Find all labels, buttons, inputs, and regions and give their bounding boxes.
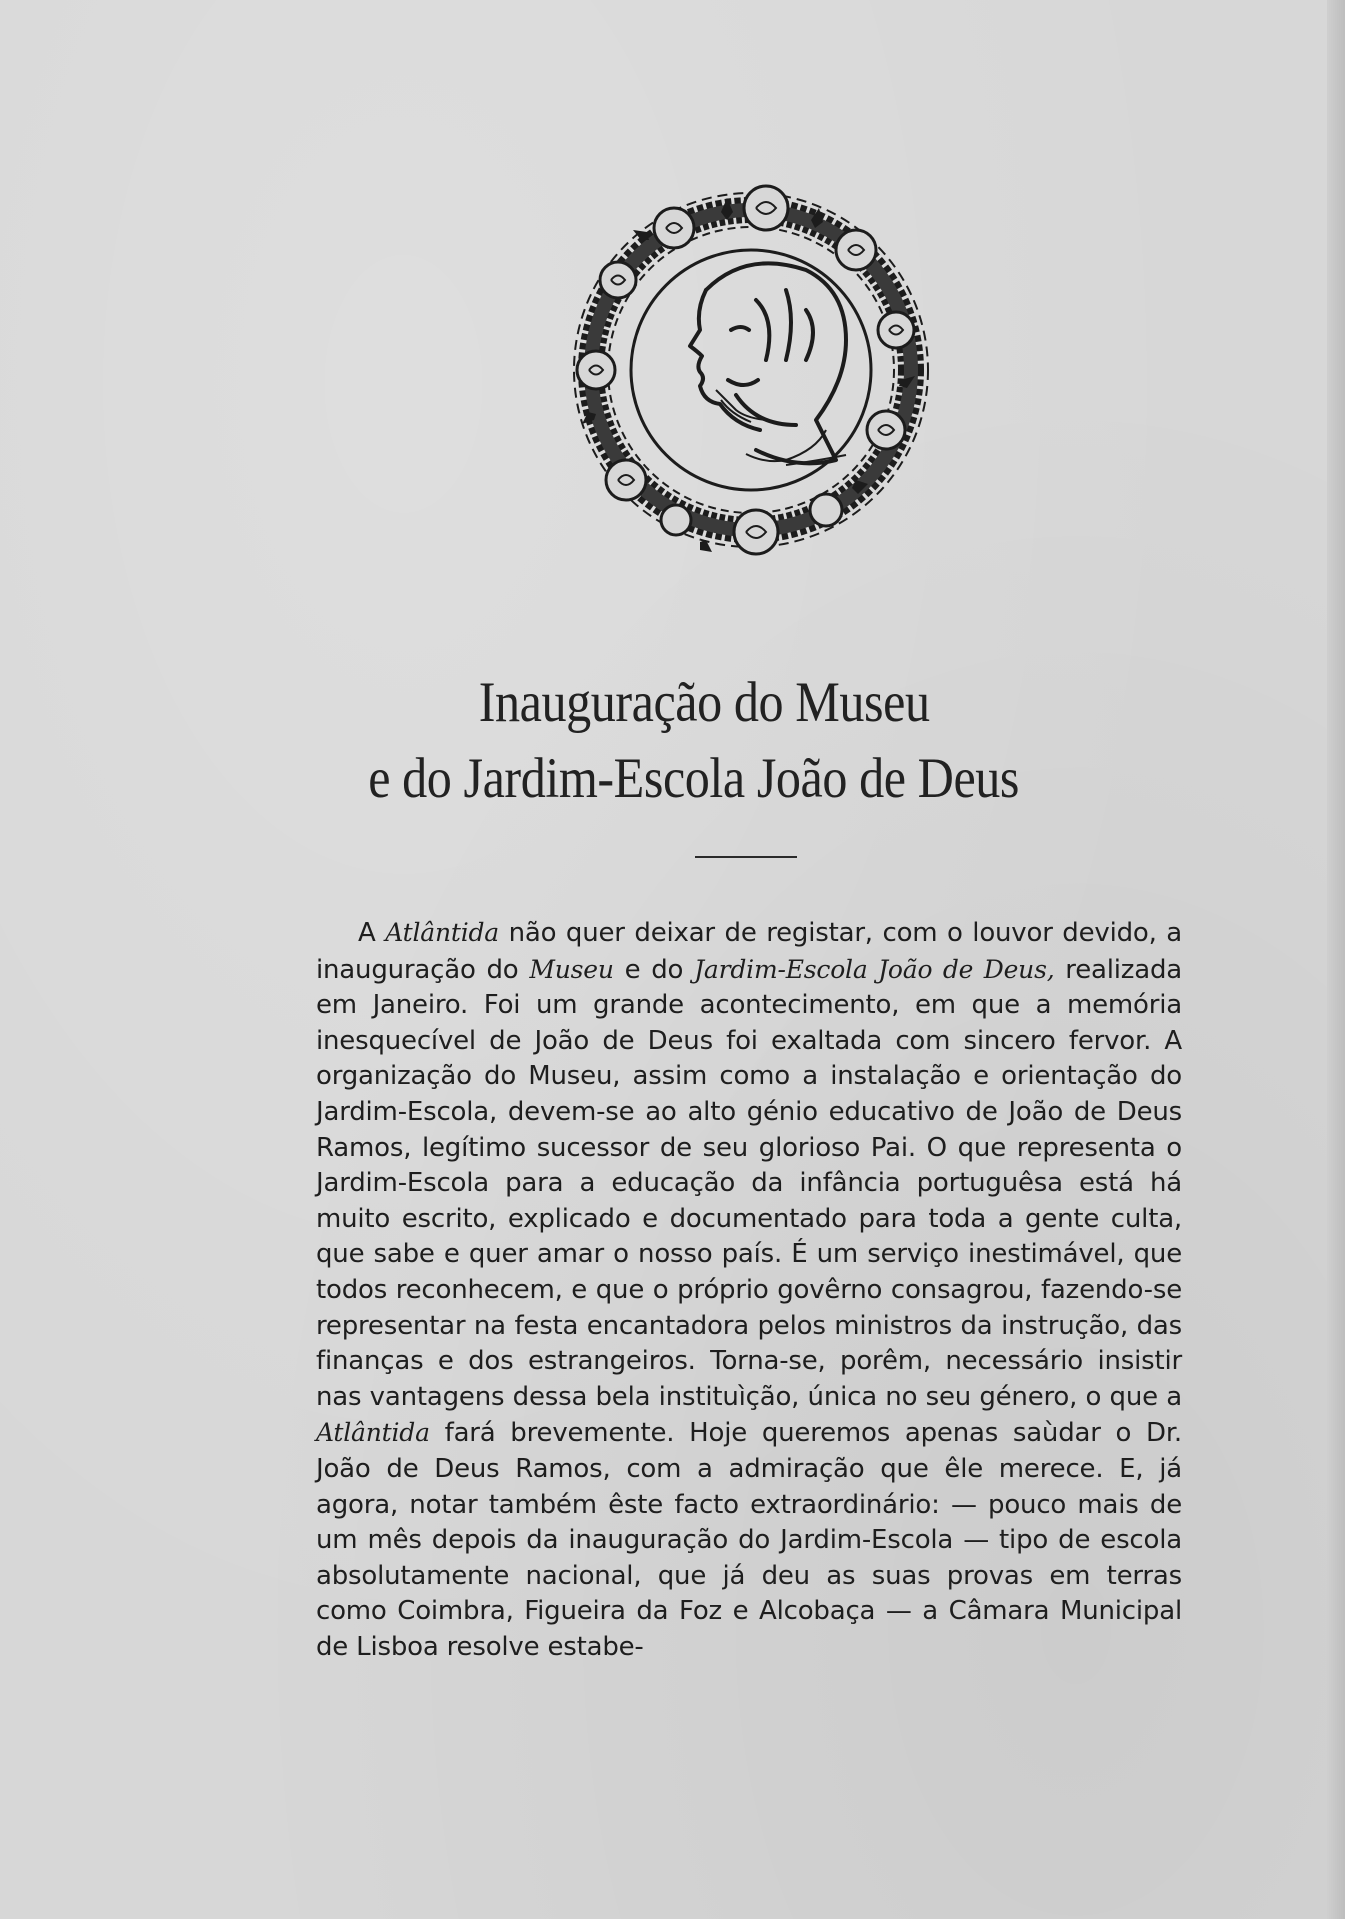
article-title-line-1: Inauguração do Museu [478,671,930,734]
title-divider [695,856,797,858]
portrait-wreath-icon [556,180,946,560]
italic-run: Museu [529,954,614,984]
article-body [316,915,1182,1665]
page-edge [1327,0,1345,1919]
text-run: fará brevemente. Hoje queremos apenas saùdar o Dr. João de Deus Ramos, com a admiração que êle merece. E, já agora, notar também êste facto extraordinário: — pouco mais de um mês depois da inauguração do Jardim-Escola — tipo de escola absolutamente nacional, que já deu as suas provas em terras como Coimbra, Figueira da Foz e Alcobaça — a Câmara Municipal de Lisboa resolve estabe- [316,1418,1182,1662]
article-title-line-2: e do Jardim-Escola João de Deus [368,747,1020,810]
text-run: realizada em Janeiro. Foi um grande acontecimento, em que a memória inesquecível de João de Deus foi exaltada com sincero fervor. A organização do Museu, assim como a instalação e orientação do Jardim-Escola, devem-se ao alto génio educativo de João de Deus Ramos, legítimo sucessor de seu glorioso Pai. O que representa o Jardim-Escola para a educação da infância portuguêsa está há muito escrito, explicado e documentado para toda a gente culta, que sabe e quer amar o nosso país. É um serviço inestimável, que todos reconhecem, e que o próprio govêrno consagrou, fazendo-se representar na festa encantadora pelos ministros da instrução, das finanças e dos estrangeiros. Torna-se, porêm, necessário insistir nas vantagens dessa bela instituìção, única no seu género, o que a [316,954,1182,1412]
text-run: A [358,918,386,948]
text-run: e do [613,954,695,985]
italic-run: Atlântida [385,918,500,947]
text-run: não quer deixar de registar, com o louvor devido, a inauguração do [316,918,1182,985]
italic-run: Atlântida [316,1418,430,1448]
italic-run: Jardim-Escola João de Deus, [694,954,1055,984]
